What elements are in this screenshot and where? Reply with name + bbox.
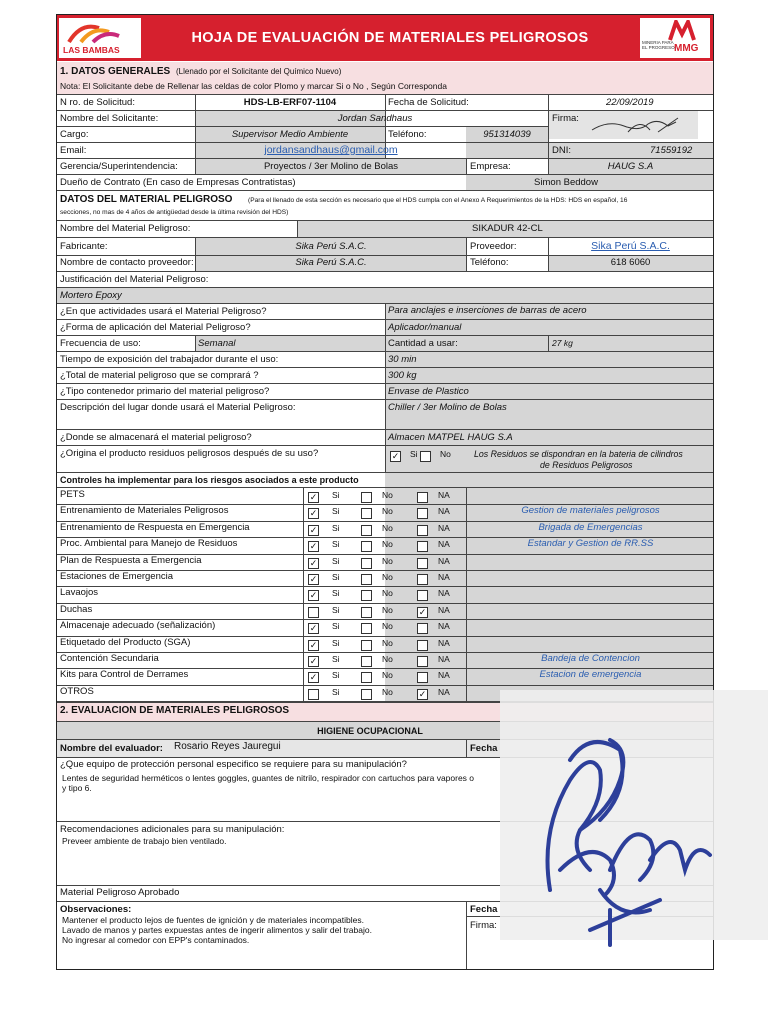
- residuos-si-label: Si: [410, 449, 418, 459]
- dni-value[interactable]: 71559192: [650, 145, 693, 156]
- control-no-checkbox[interactable]: [361, 656, 372, 667]
- control-na-checkbox[interactable]: ✓: [418, 607, 427, 617]
- control-no-label: No: [382, 654, 393, 664]
- frecuencia-value[interactable]: Semanal: [198, 338, 236, 349]
- dueno-contrato-label: Dueño de Contrato (En caso de Empresas Contratistas): [60, 177, 296, 188]
- control-no-checkbox[interactable]: [361, 525, 372, 536]
- material-nombre-value[interactable]: SIKADUR 42-CL: [472, 223, 543, 234]
- telefono-value[interactable]: 951314039: [483, 129, 531, 140]
- material-note2: secciones, no mas de 4 años de antigüedad desde la última revisión del HDS): [60, 209, 289, 216]
- control-label: Almacenaje adecuado (señalización): [60, 620, 216, 631]
- dueno-contrato-value[interactable]: Simon Beddow: [534, 177, 598, 188]
- control-si-label: Si: [332, 506, 340, 516]
- control-note[interactable]: Estandar y Gestion de RR.SS: [527, 538, 654, 549]
- solicitante-signature: [588, 112, 688, 140]
- control-no-label: No: [382, 605, 393, 615]
- control-no-checkbox[interactable]: [361, 623, 372, 634]
- nro-solicitud-value[interactable]: HDS-LB-ERF07-1104: [243, 97, 337, 108]
- forma-value[interactable]: Aplicador/manual: [388, 322, 462, 333]
- observaciones-3[interactable]: No ingresar al comedor con EPP's contaminados.: [62, 935, 250, 945]
- control-na-checkbox[interactable]: [417, 541, 428, 552]
- control-si-checkbox[interactable]: [308, 689, 319, 700]
- proveedor-label: Proveedor:: [470, 241, 517, 252]
- control-na-checkbox[interactable]: [417, 656, 428, 667]
- total-label: ¿Total de material peligroso que se comprará ?: [60, 370, 259, 381]
- control-na-checkbox[interactable]: [417, 640, 428, 651]
- nro-solicitud-label: N ro. de Solicitud:: [60, 97, 135, 108]
- material-title: DATOS DEL MATERIAL PELIGROSO: [60, 194, 233, 205]
- control-si-label: Si: [332, 638, 340, 648]
- fecha-final-label: Fecha: [470, 904, 498, 915]
- total-value[interactable]: 300 kg: [388, 370, 417, 381]
- control-no-checkbox[interactable]: [361, 607, 372, 618]
- control-si-label: Si: [332, 621, 340, 631]
- tiempo-value[interactable]: 30 min: [388, 354, 417, 365]
- residuos-no-checkbox[interactable]: [420, 451, 431, 462]
- control-label: OTROS: [60, 686, 94, 697]
- page-title: HOJA DE EVALUACIÓN DE MATERIALES PELIGROSOS: [191, 30, 589, 46]
- logo-right-small: MINERIA PARA EL PROGRESO: [642, 40, 675, 50]
- control-si-label: Si: [332, 556, 340, 566]
- observaciones-1[interactable]: Mantener el producto lejos de fuentes de ignición y de materiales incompatibles.: [62, 915, 364, 925]
- almacen-label: ¿Donde se almacenará el material peligroso?: [60, 432, 252, 443]
- epp-label: ¿Que equipo de protección personal especifico se requiere para su manipulación?: [60, 759, 407, 770]
- actividades-value[interactable]: Para anclajes e inserciones de barras de acero: [388, 305, 587, 316]
- residuos-value-2[interactable]: de Residuos Peligrosos: [540, 460, 633, 470]
- control-label: Entrenamiento de Respuesta en Emergencia: [60, 522, 250, 533]
- control-na-label: NA: [438, 506, 450, 516]
- control-si-label: Si: [332, 687, 340, 697]
- higiene-title: HIGIENE OCUPACIONAL: [317, 726, 423, 736]
- frecuencia-label: Frecuencia de uso:: [60, 338, 141, 349]
- actividades-label: ¿En que actividades usará el Material Peligroso?: [60, 306, 267, 317]
- control-na-label: NA: [438, 588, 450, 598]
- control-note[interactable]: Gestion de materiales peligrosos: [521, 505, 660, 516]
- fecha-solicitud-value[interactable]: 22/09/2019: [606, 97, 654, 108]
- control-na-label: NA: [438, 687, 450, 697]
- control-na-checkbox[interactable]: ✓: [418, 689, 427, 699]
- control-note[interactable]: Brigada de Emergencias: [538, 522, 643, 533]
- control-si-checkbox[interactable]: ✓: [309, 574, 318, 584]
- fabricante-label: Fabricante:: [60, 241, 108, 252]
- control-na-label: NA: [438, 523, 450, 533]
- control-label: Plan de Respuesta a Emergencia: [60, 555, 202, 566]
- epp-value-1[interactable]: Lentes de seguridad herméticos o lentes goggles, guantes de nitrilo, respirador con cartuchos para vapores o: [62, 773, 475, 783]
- control-label: Contención Secundaria: [60, 653, 159, 664]
- control-si-checkbox[interactable]: ✓: [309, 623, 318, 633]
- control-na-label: NA: [438, 638, 450, 648]
- control-na-checkbox[interactable]: [417, 558, 428, 569]
- control-na-label: NA: [438, 572, 450, 582]
- residuos-no-label: No: [440, 449, 451, 459]
- control-no-checkbox[interactable]: [361, 508, 372, 519]
- observaciones-label: Observaciones:: [60, 904, 132, 915]
- control-na-checkbox[interactable]: [417, 574, 428, 585]
- control-no-checkbox[interactable]: [361, 640, 372, 651]
- tipo-contenedor-label: ¿Tipo contenedor primario del material peligroso?: [60, 386, 270, 397]
- control-si-checkbox[interactable]: ✓: [309, 541, 318, 551]
- control-si-checkbox[interactable]: ✓: [309, 508, 318, 518]
- control-note[interactable]: Estacion de emergencia: [539, 669, 642, 680]
- contacto-label: Nombre de contacto proveedor:: [60, 257, 194, 268]
- control-label: Etiquetado del Producto (SGA): [60, 637, 191, 648]
- lugar-label: Descripción del lugar donde usará el Material Peligroso:: [60, 402, 296, 413]
- control-si-label: Si: [332, 490, 340, 500]
- observaciones-2[interactable]: Lavado de manos y partes expuestas antes de ingerir alimentos y salir del trabajo.: [62, 925, 372, 935]
- section2-title: 2. EVALUACION DE MATERIALES PELIGROSOS: [60, 705, 290, 716]
- control-si-checkbox[interactable]: ✓: [309, 558, 318, 568]
- control-no-label: No: [382, 539, 393, 549]
- control-si-checkbox[interactable]: ✓: [309, 640, 318, 650]
- control-no-checkbox[interactable]: [361, 590, 372, 601]
- epp-value-2[interactable]: y tipo 6.: [62, 783, 92, 793]
- controls-title: Controles ha implementar para los riesgos asociados a este producto: [60, 475, 359, 485]
- control-no-label: No: [382, 523, 393, 533]
- evaluator-signature: [510, 720, 730, 950]
- cargo-value[interactable]: Supervisor Medio Ambiente: [231, 129, 349, 140]
- control-no-label: No: [382, 506, 393, 516]
- control-na-checkbox[interactable]: [417, 525, 428, 536]
- nombre-solicitante-value[interactable]: Jordan Sandhaus: [337, 113, 413, 124]
- gerencia-value[interactable]: Proyectos / 3er Molino de Bolas: [263, 161, 399, 172]
- cantidad-value[interactable]: 27 kg: [552, 338, 573, 348]
- residuos-label: ¿Origina el producto residuos peligrosos después de su uso?: [60, 448, 319, 459]
- material-nombre-label: Nombre del Material Peligroso:: [60, 223, 191, 234]
- control-label: Lavaojos: [60, 587, 99, 598]
- residuos-si-checkbox[interactable]: ✓: [391, 451, 400, 461]
- control-si-label: Si: [332, 588, 340, 598]
- control-no-label: No: [382, 638, 393, 648]
- logo-right: [640, 18, 710, 58]
- control-label: Duchas: [60, 604, 93, 615]
- control-no-checkbox[interactable]: [361, 689, 372, 700]
- control-si-checkbox[interactable]: [308, 607, 319, 618]
- control-no-label: No: [382, 490, 393, 500]
- control-na-label: NA: [438, 539, 450, 549]
- control-no-checkbox[interactable]: [361, 558, 372, 569]
- control-no-checkbox[interactable]: [361, 672, 372, 683]
- control-si-label: Si: [332, 670, 340, 680]
- logo-left: [59, 18, 141, 58]
- control-si-label: Si: [332, 523, 340, 533]
- evaluador-value[interactable]: Rosario Reyes Jauregui: [174, 741, 281, 752]
- contacto-tel-label: Teléfono:: [470, 257, 509, 268]
- residuos-value-1[interactable]: Los Residuos se dispondran en la bateria de cilindros: [474, 449, 683, 459]
- control-na-checkbox[interactable]: [417, 590, 428, 601]
- control-si-checkbox[interactable]: ✓: [309, 656, 318, 666]
- evaluador-label: Nombre del evaluador:: [60, 743, 163, 754]
- control-no-checkbox[interactable]: [361, 492, 372, 503]
- section1-note: Nota: El Solicitante debe de Rellenar las celdas de color Plomo y marcar Si o No , Según Corresponda: [60, 81, 447, 91]
- empresa-value[interactable]: HAUG S.A: [607, 161, 654, 172]
- fecha-evaluador-label: Fecha: [470, 743, 498, 754]
- contacto-value[interactable]: Sika Perú S.A.C.: [295, 257, 367, 268]
- cantidad-label: Cantidad a usar:: [388, 338, 458, 349]
- control-label: Proc. Ambiental para Manejo de Residuos: [60, 538, 238, 549]
- control-si-label: Si: [332, 605, 340, 615]
- control-no-label: No: [382, 621, 393, 631]
- tipo-contenedor-value[interactable]: Envase de Plastico: [388, 386, 469, 397]
- lugar-value[interactable]: Chiller / 3er Molino de Bolas: [388, 402, 507, 413]
- control-label: PETS: [60, 489, 85, 500]
- control-si-checkbox[interactable]: ✓: [309, 492, 318, 502]
- control-no-label: No: [382, 687, 393, 697]
- control-no-label: No: [382, 588, 393, 598]
- control-na-label: NA: [438, 490, 450, 500]
- control-no-checkbox[interactable]: [361, 574, 372, 585]
- recomendaciones-label: Recomendaciones adicionales para su manipulación:: [60, 824, 285, 835]
- control-na-checkbox[interactable]: [417, 508, 428, 519]
- control-si-checkbox[interactable]: ✓: [309, 590, 318, 600]
- control-no-label: No: [382, 670, 393, 680]
- email-label: Email:: [60, 145, 87, 156]
- control-no-label: No: [382, 572, 393, 582]
- dni-label: DNI:: [552, 145, 571, 156]
- logo-left-text: LAS BAMBAS: [63, 45, 120, 55]
- control-si-label: Si: [332, 654, 340, 664]
- control-label: Entrenamiento de Materiales Peligrosos: [60, 505, 229, 516]
- control-na-label: NA: [438, 670, 450, 680]
- control-na-label: NA: [438, 605, 450, 615]
- contacto-tel-value[interactable]: 618 6060: [610, 257, 651, 268]
- material-note1: (Para el llenado de esta sección es necesario que el HDS cumpla con el Anexo A Requerimientos de la HDS: HDS en español, 16: [248, 197, 628, 204]
- control-label: Kits para Control de Derrames: [60, 669, 189, 680]
- logo-right-text: MMG: [674, 43, 699, 54]
- telefono-label: Teléfono:: [388, 129, 427, 140]
- control-na-label: NA: [438, 621, 450, 631]
- control-si-label: Si: [332, 572, 340, 582]
- nombre-solicitante-label: Nombre del Solicitante:: [60, 113, 159, 124]
- fabricante-value[interactable]: Sika Perú S.A.C.: [295, 241, 367, 252]
- control-no-checkbox[interactable]: [361, 541, 372, 552]
- control-si-checkbox[interactable]: ✓: [309, 672, 318, 682]
- control-si-checkbox[interactable]: ✓: [309, 525, 318, 535]
- cargo-label: Cargo:: [60, 129, 89, 140]
- firma-final-label: Firma:: [470, 920, 497, 931]
- control-note[interactable]: Bandeja de Contencion: [541, 653, 640, 664]
- control-no-label: No: [382, 556, 393, 566]
- control-si-label: Si: [332, 539, 340, 549]
- control-na-checkbox[interactable]: [417, 492, 428, 503]
- empresa-label: Empresa:: [470, 161, 511, 172]
- forma-label: ¿Forma de aplicación del Material Peligroso?: [60, 322, 251, 333]
- email-value[interactable]: jordansandhaus@gmail.com: [264, 144, 398, 156]
- control-na-checkbox[interactable]: [417, 623, 428, 634]
- firma-label: Firma:: [552, 113, 579, 124]
- almacen-value[interactable]: Almacen MATPEL HAUG S.A: [388, 432, 513, 443]
- fecha-solicitud-label: Fecha de Solicitud:: [388, 97, 469, 108]
- control-label: Estaciones de Emergencia: [60, 571, 174, 582]
- aprobado-label: Material Peligroso Aprobado: [60, 887, 180, 898]
- tiempo-label: Tiempo de exposición del trabajador durante el uso:: [60, 354, 279, 365]
- gerencia-label: Gerencia/Superintendencia:: [60, 161, 178, 172]
- section1-subtitle: (Llenado por el Solicitante del Químico Nuevo): [176, 67, 342, 76]
- justificacion-value[interactable]: Mortero Epoxy: [60, 290, 122, 301]
- section1-title: 1. DATOS GENERALES: [60, 66, 171, 77]
- control-na-checkbox[interactable]: [417, 672, 428, 683]
- proveedor-value[interactable]: Sika Perú S.A.C.: [591, 240, 670, 252]
- recomendaciones-value[interactable]: Preveer ambiente de trabajo bien ventilado.: [62, 836, 227, 846]
- control-na-label: NA: [438, 556, 450, 566]
- justificacion-label: Justificación del Material Peligroso:: [60, 274, 209, 285]
- control-na-label: NA: [438, 654, 450, 664]
